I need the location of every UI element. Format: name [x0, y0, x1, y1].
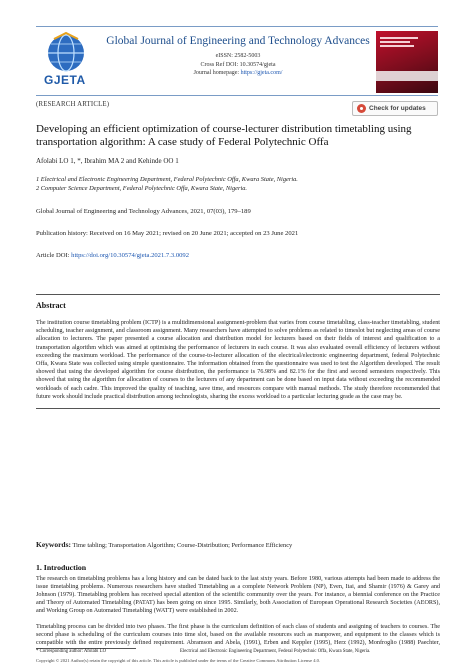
keywords-label: Keywords:: [36, 540, 71, 549]
corresponding-author: * Corresponding author: Afolabi LO: [36, 649, 107, 654]
publication-history: Publication history: Received on 16 May 2021; revised on 20 June 2021; accepted on 23 June 2021: [36, 230, 299, 237]
abstract-text: The institution course timetabling problem (ICTP) is a multidimensional assignment-problem that varies from course timetabling, class-teacher timetabling, student scheduling, teacher assignment, and classroom assignment. Many researchers have attempted to solve problems as related to timeslot but neglecting areas of course allocation to lecturers. The paper presented a course allocation and distribution model for lecturers based on their fields of interest and qualification to a transportation algorithm which was aimed at optimising the performance of lecturers in each course. It was also evaluated overall efficiency of lecturers without exceeding the maximum workload. The performance of the course-to-lecturer allocation of the electrical/electronic engineering department, federal Polytechnic Offa, Kwara State was collected using simple questionnaire. The information obtained from the questionnaire was used to test the Algorithm developed. The result showed that using the developed algorithm for course distribution, the performance is 76.98% and 82.1% for the first and second semesters respectively. This showed that using the algorithm for allocation of courses to the lecturers of any department can be done based on input data without exceeding the recommended workloads of each cadre. This improved the quality of teaching, save time, and resources compare with manual methods. The study therefore recommended that future work should include practical distribution among technologists, sharing the excess workload to a particular lecturing grade as the case may be.: [36, 320, 440, 400]
intro-paragraph-2: Timetabling process can be divided into two phases. The first phase is the curriculum definition of each class of students and assigning of teachers to courses. The second phase is scheduling of the curriculum courses into time slot, based on the available resources such as manpower, and equipment to the classes which is compatible with the entire previously defined requirement. Abramson and Abela, (1991), Erben and Keppler (1995), Herz (1992), Monfroglio (1988) Paechter,: [36, 624, 440, 647]
abstract-heading: Abstract: [36, 301, 66, 310]
keywords-text: Time tabling; Transportation Algorithm; Course-Distribution; Performance Efficiency: [72, 542, 293, 549]
homepage-label: Journal homepage:: [193, 70, 240, 76]
journal-info: [104, 35, 372, 78]
updates-icon: [357, 104, 366, 113]
intro-paragraph-1: The research on timetabling problems has a long history and can be dated back to the last sixty years. Before 1980, various attempts had been made to address the issue timetabling problems. Numerous researchers have studied Timetabling as a complete Network Problem (NP), Even, Itai, and Shamir (1976) & Garey and Johnson (1979). Timetabling problem has received special attention of the scientific community over the years. For instance, a biennial conference on the Practice and Theory of Automated Timetabling (PATAT) has been going on since 1995. Similarly, both Association of European Operational Research Societies (AEORS), and Working Group on Automated Timetabling (WATT) were established in 2002.: [36, 576, 440, 615]
doi-label: Article DOI:: [36, 252, 70, 259]
corresponding-address: Electrical and Electronic Engineering Department, Federal Polytechnic Offa, Kwara State, Nigeria.: [180, 649, 371, 654]
citation: Global Journal of Engineering and Technology Advances, 2021, 07(03), 179–189: [36, 208, 251, 215]
copyright-notice: Copyright © 2021 Author(s) retain the copyright of this article. This article is published under the terms of the Creative Commons Attribution License 4.0.: [36, 658, 321, 663]
doi-link[interactable]: https://doi.org/10.30574/gjeta.2021.7.3.0092: [71, 252, 190, 259]
affiliation-1: 1 Electrical and Electronic Engineering Department, Federal Polytechnic Offa, Kwara State, Nigeria.: [36, 176, 298, 183]
journal-title: Global Journal of Engineering and Technology Advances: [106, 35, 370, 47]
article-type: (RESEARCH ARTICLE): [36, 101, 110, 108]
logo-text: GJETA: [44, 73, 86, 87]
affiliation-2: 2 Computer Science Department, Federal Polytechnic Offa, Kwara State, Nigeria.: [36, 185, 248, 192]
homepage-link[interactable]: https://gjeta.com/: [240, 70, 283, 76]
check-updates-label: Check for updates: [369, 105, 426, 112]
check-updates-button[interactable]: [352, 101, 438, 116]
crossref-doi: Cross Ref DOI: 10.30574/gjeta: [200, 61, 276, 68]
eissn: eISSN: 2582-5003: [215, 53, 261, 59]
journal-header: [36, 26, 438, 96]
authors: Afolabi LO 1, *, Ibrahim MA 2 and Kehinde OO 1: [36, 157, 179, 165]
article-doi: [36, 252, 440, 259]
keywords: [36, 540, 440, 549]
section-heading-introduction: 1. Introduction: [36, 563, 87, 572]
article-title: Developing an efficient optimization of course-lecturer distribution timetabling using transportation algorithm: A case study of Federal Polytechnic Offa: [36, 123, 412, 148]
journal-homepage: [104, 69, 372, 78]
abstract-section: [36, 294, 440, 409]
journal-cover-image: [376, 31, 438, 93]
